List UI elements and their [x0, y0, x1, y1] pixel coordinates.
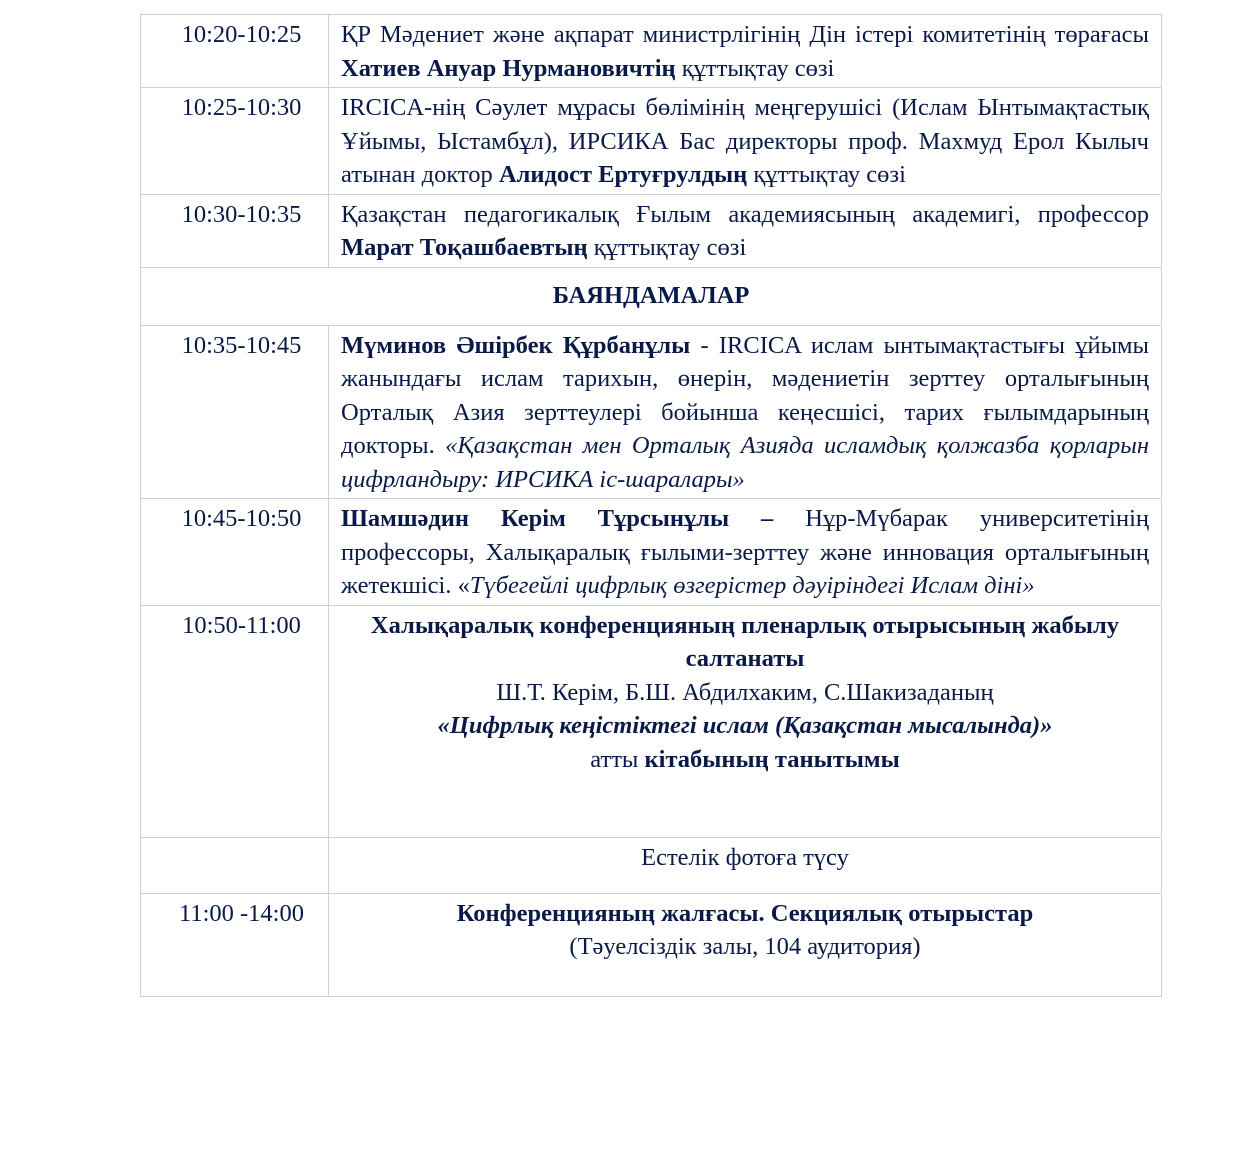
plain-text: IRCICA-нің Сәулет мұрасы бөлімінің меңгерушісі (Ислам Ынтымақтастық Ұйымы, Ыстамбұл), ИРСИКА Бас директоры проф. Махмуд Ерол Кылыч атынан доктор	[341, 94, 1149, 188]
program-document	[140, 14, 1162, 997]
italic-text: «Қазақстан мен Орталық Азияда исламдық қолжазба қорларын цифрландыру: ИРСИКА іс-шаралары»	[341, 432, 1150, 493]
time-label: 10:35-10:45	[181, 331, 302, 359]
time-cell	[141, 837, 329, 893]
book-presentation-plain: атты	[590, 745, 645, 773]
program-rows	[141, 15, 1162, 606]
content-cell	[329, 499, 1162, 606]
plain-text: құттықтау сөзі	[587, 234, 747, 261]
photo-row	[141, 837, 1162, 893]
closing-section	[141, 605, 1162, 996]
book-presentation	[341, 743, 1149, 777]
book-title	[341, 709, 1149, 743]
book-title-text: «Цифрлық кеңістіктегі ислам (Қазақстан мысалында)»	[437, 712, 1053, 739]
bold-text: Хатиев Ануар Нурмановичтің	[341, 54, 676, 82]
time-cell	[141, 893, 329, 996]
plain-text: құттықтау сөзі	[675, 54, 835, 82]
section-header: БАЯНДАМАЛАР	[141, 267, 1162, 325]
schedule-row	[141, 15, 1162, 88]
continuation-title	[341, 897, 1149, 931]
schedule-row	[141, 194, 1162, 267]
time-label: 10:45-10:50	[181, 505, 302, 532]
book-authors: Ш.Т. Керім, Б.Ш. Абдилхаким, С.Шакизаданың	[496, 678, 994, 706]
continuation-location: (Тәуелсіздік залы, 104 аудитория)	[569, 933, 921, 960]
section-header-row	[141, 267, 1162, 325]
bold-text: Шамшәдин Керім Тұрсынұлы –	[341, 505, 806, 532]
plain-text: - IRCICA ислам ынтымақтастығы ұйымы жанындағы ислам тарихын, өнерін, мәдениетін зерттеу орталығының Орталық Азия зерттеулері бойынша кеңесшісі, тарих ғылымдарының докторы.	[341, 331, 1149, 459]
continuation-row	[141, 893, 1162, 996]
content-cell	[329, 15, 1162, 88]
content-cell	[329, 88, 1162, 195]
schedule-row	[141, 325, 1162, 499]
description	[341, 198, 1149, 265]
closing-title-text: Халықаралық конференцияның пленарлық отырысының жабылу салтанаты	[370, 611, 1120, 672]
plain-text: құттықтау сөзі	[747, 161, 906, 188]
time-label: 10:50-11:00	[182, 611, 301, 639]
time-label: 10:25-10:30	[181, 94, 302, 121]
content-cell	[329, 325, 1162, 499]
description	[341, 502, 1149, 603]
plain-text: Қазақстан педагогикалық Ғылым академиясының академигі, профессор	[341, 200, 1149, 228]
bold-text: Алидост Ертуғрулдың	[498, 161, 748, 188]
book-presentation-bold: кітабының танытымы	[644, 745, 900, 773]
content-cell	[329, 605, 1162, 837]
program-table	[140, 14, 1162, 997]
description	[341, 91, 1149, 192]
photo-text: Естелік фотоға түсу	[641, 843, 849, 871]
content-cell	[329, 893, 1162, 996]
content-cell	[329, 837, 1162, 893]
plain-text: ҚР Мәдениет және ақпарат министрлігінің Дін істері комитетінің төрағасы	[341, 21, 1149, 48]
time-cell	[141, 88, 329, 195]
time-cell	[141, 15, 329, 88]
time-cell	[141, 499, 329, 606]
bold-text: Марат Тоқашбаевтың	[341, 234, 588, 261]
description	[341, 18, 1149, 85]
closing-title	[341, 609, 1149, 676]
continuation-title-text: Конференцияның жалғасы. Секциялық отырыстар	[456, 899, 1034, 927]
time-cell	[141, 194, 329, 267]
closing-row	[141, 605, 1162, 837]
time-label: 10:30-10:35	[181, 200, 302, 228]
bold-text: Мүминов Әшірбек Құрбанұлы	[341, 331, 691, 359]
schedule-row	[141, 499, 1162, 606]
time-cell	[141, 605, 329, 837]
time-label: 11:00 -14:00	[179, 899, 304, 927]
description	[341, 329, 1149, 497]
content-cell	[329, 194, 1162, 267]
time-label: 10:20-10:25	[181, 21, 302, 48]
time-cell	[141, 325, 329, 499]
italic-text: Түбегейлі цифрлық өзгерістер дәуіріндегі Ислам діні»	[469, 572, 1035, 599]
schedule-row	[141, 88, 1162, 195]
plain-text: Нұр-Мүбарак университетінің профессоры, Халықаралық ғылыми-зерттеу және инновация орталығының жетекшісі. «	[341, 505, 1149, 599]
